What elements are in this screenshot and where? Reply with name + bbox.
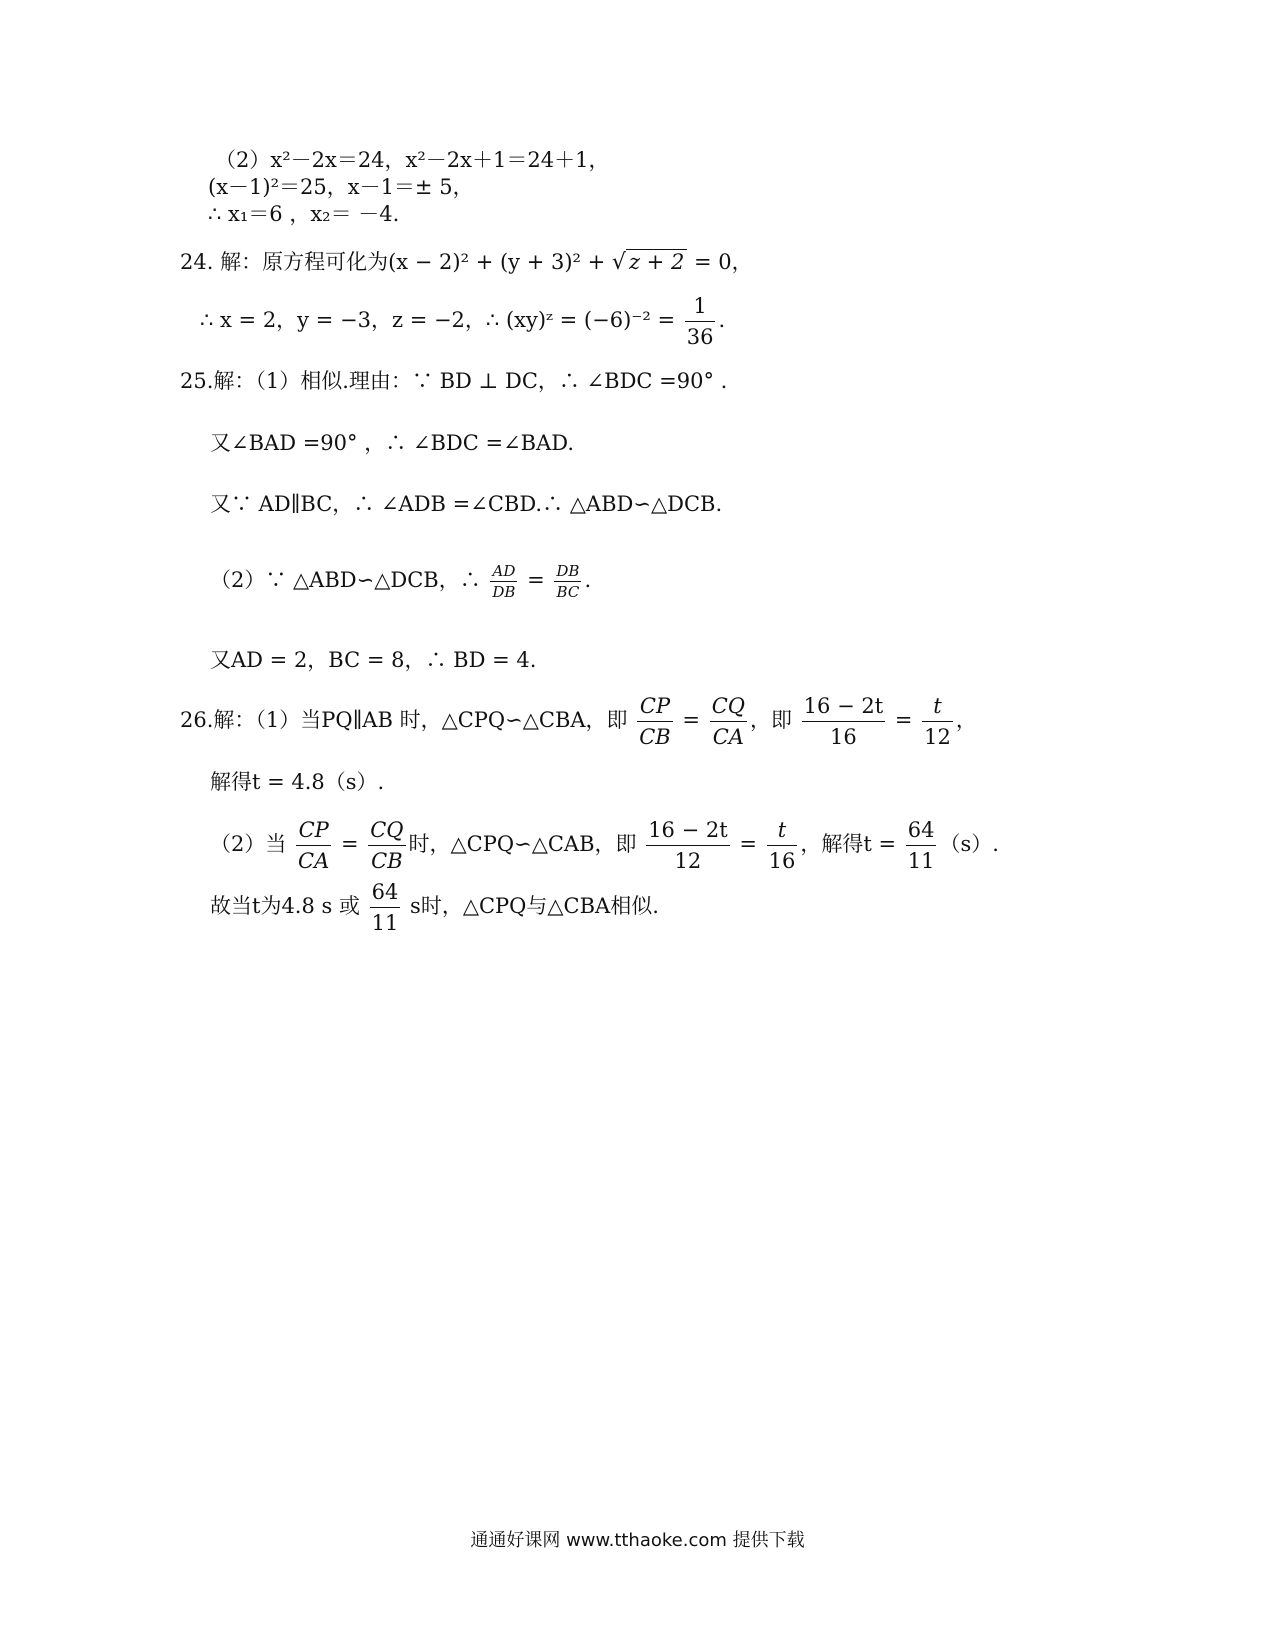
fraction-numerator: 64: [370, 877, 401, 908]
fraction-cp-ca: [296, 815, 331, 876]
solution-25-line-5: 又AD = 2，BC = 8，∴ BD = 4.: [210, 648, 537, 672]
solution-26-line-4-prefix: 故当t为4.8 s 或: [210, 894, 367, 918]
solution-26-line-3-mid: 时，△CPQ∽△CAB，即: [408, 832, 644, 856]
equals-sign: =: [520, 568, 552, 592]
fraction-cq-cb: [368, 815, 405, 876]
solution-26-line-1: [180, 690, 977, 752]
fraction-denominator: 12: [924, 725, 951, 749]
fraction-cp-cb: [637, 691, 673, 752]
fraction-db-bc: [554, 561, 581, 602]
solution-23-line-3: ∴ x₁＝6 ，x₂＝ －4.: [208, 202, 400, 226]
solution-26-line-2: 解得t = 4.8（s）.: [210, 770, 385, 794]
solution-23-line-1: （2）x²－2x＝24，x²－2x＋1＝24＋1，: [215, 148, 610, 172]
solution-24-line-1: 24. 解：原方程可化为(x − 2)² + (y + 3)² + √ z + 2 = 0，: [180, 250, 753, 275]
fraction-denominator: DB: [492, 583, 516, 601]
fraction-numerator: CP: [637, 691, 673, 722]
fraction-numerator: AD: [490, 561, 517, 582]
fraction-numerator: CP: [296, 815, 331, 846]
equals-sign: =: [334, 832, 366, 856]
fraction-denominator: 11: [371, 911, 399, 935]
fraction-denominator: 11: [907, 849, 935, 873]
solution-25-line-3: 又∵ AD∥BC，∴ ∠ADB =∠CBD.∴ △ABD∽△DCB.: [210, 492, 723, 516]
fraction-t-12: [922, 691, 953, 752]
solution-26-line-3: [210, 814, 999, 876]
solution-25-line-1: 25.解：（1）相似.理由：∵ BD ⊥ DC，∴ ∠BDC =90° .: [180, 369, 728, 393]
fraction-numerator: DB: [556, 562, 580, 580]
solution-25-line-4: [210, 556, 591, 604]
equals-sign: =: [675, 708, 707, 732]
fraction-denominator: CB: [639, 725, 671, 749]
solution-26-line-3-prefix: （2）当: [210, 832, 294, 856]
fraction-ad-db: [490, 561, 517, 602]
solution-26-line-1-mid: ，即: [749, 708, 799, 732]
solution-24-line-2: [200, 290, 725, 352]
solution-25-line-2: 又∠BAD =90° ，∴ ∠BDC =∠BAD.: [210, 431, 575, 455]
fraction-denominator: BC: [556, 583, 580, 601]
fraction-denominator: 16: [768, 849, 796, 873]
fraction-denominator: CB: [371, 849, 403, 873]
solution-26-line-1-end: ，: [955, 708, 977, 732]
solution-24-sqrt: z + 2: [626, 249, 687, 274]
fraction-numerator: CQ: [368, 815, 405, 846]
fraction-denominator: 16: [830, 725, 857, 749]
fraction-denominator: CA: [298, 849, 330, 873]
solution-23-line-2: (x－1)²＝25，x－1＝± 5，: [208, 175, 474, 199]
fraction-numerator: 1: [685, 291, 716, 322]
fraction-denominator: 12: [674, 849, 702, 873]
solution-26-line-1-prefix: 26.解：（1）当PQ∥AB 时，△CPQ∽△CBA，即: [180, 708, 635, 732]
fraction-numerator: 64: [906, 815, 937, 846]
solution-26-line-4-end: s时，△CPQ与△CBA相似.: [403, 894, 659, 918]
fraction-cq-ca: [710, 691, 747, 752]
fraction-numerator: t: [767, 815, 798, 846]
equals-sign: =: [732, 832, 764, 856]
fraction-numerator: CQ: [710, 691, 747, 722]
solution-24-line-1-prefix: 24. 解：原方程可化为(x − 2)² + (y + 3)² +: [180, 250, 612, 274]
solution-25-line-4-prefix: （2）∵ △ABD∽△DCB，∴: [210, 568, 488, 592]
solution-26-line-3-mid2: ，解得t =: [800, 832, 903, 856]
solution-24-line-2-end: .: [718, 308, 726, 332]
fraction-16-2t-12: [646, 815, 729, 876]
fraction-numerator: 16 − 2t: [802, 691, 885, 722]
fraction-t-16: [767, 815, 798, 876]
fraction-numerator: t: [922, 691, 953, 722]
equals-sign: =: [888, 708, 920, 732]
solution-24-line-2-text: ∴ x = 2，y = −3，z = −2，∴ (xy)ᶻ = (−6)⁻² =: [200, 308, 682, 332]
solution-24-line-1-suffix: = 0，: [687, 250, 753, 274]
fraction-64-11: [906, 815, 937, 876]
solution-25-line-4-end: .: [584, 568, 592, 592]
fraction-64-11: [370, 877, 401, 938]
fraction-denominator: CA: [712, 725, 744, 749]
page-footer: 通通好课网 www.tthaoke.com 提供下载: [470, 1530, 805, 1551]
solution-26-line-4: [210, 876, 659, 938]
fraction-1-36: [685, 291, 716, 352]
fraction-numerator: 16 − 2t: [646, 815, 729, 846]
solution-26-line-3-end: （s）.: [939, 832, 999, 856]
fraction-16-2t-16: [802, 691, 885, 752]
fraction-denominator: 36: [686, 325, 714, 349]
